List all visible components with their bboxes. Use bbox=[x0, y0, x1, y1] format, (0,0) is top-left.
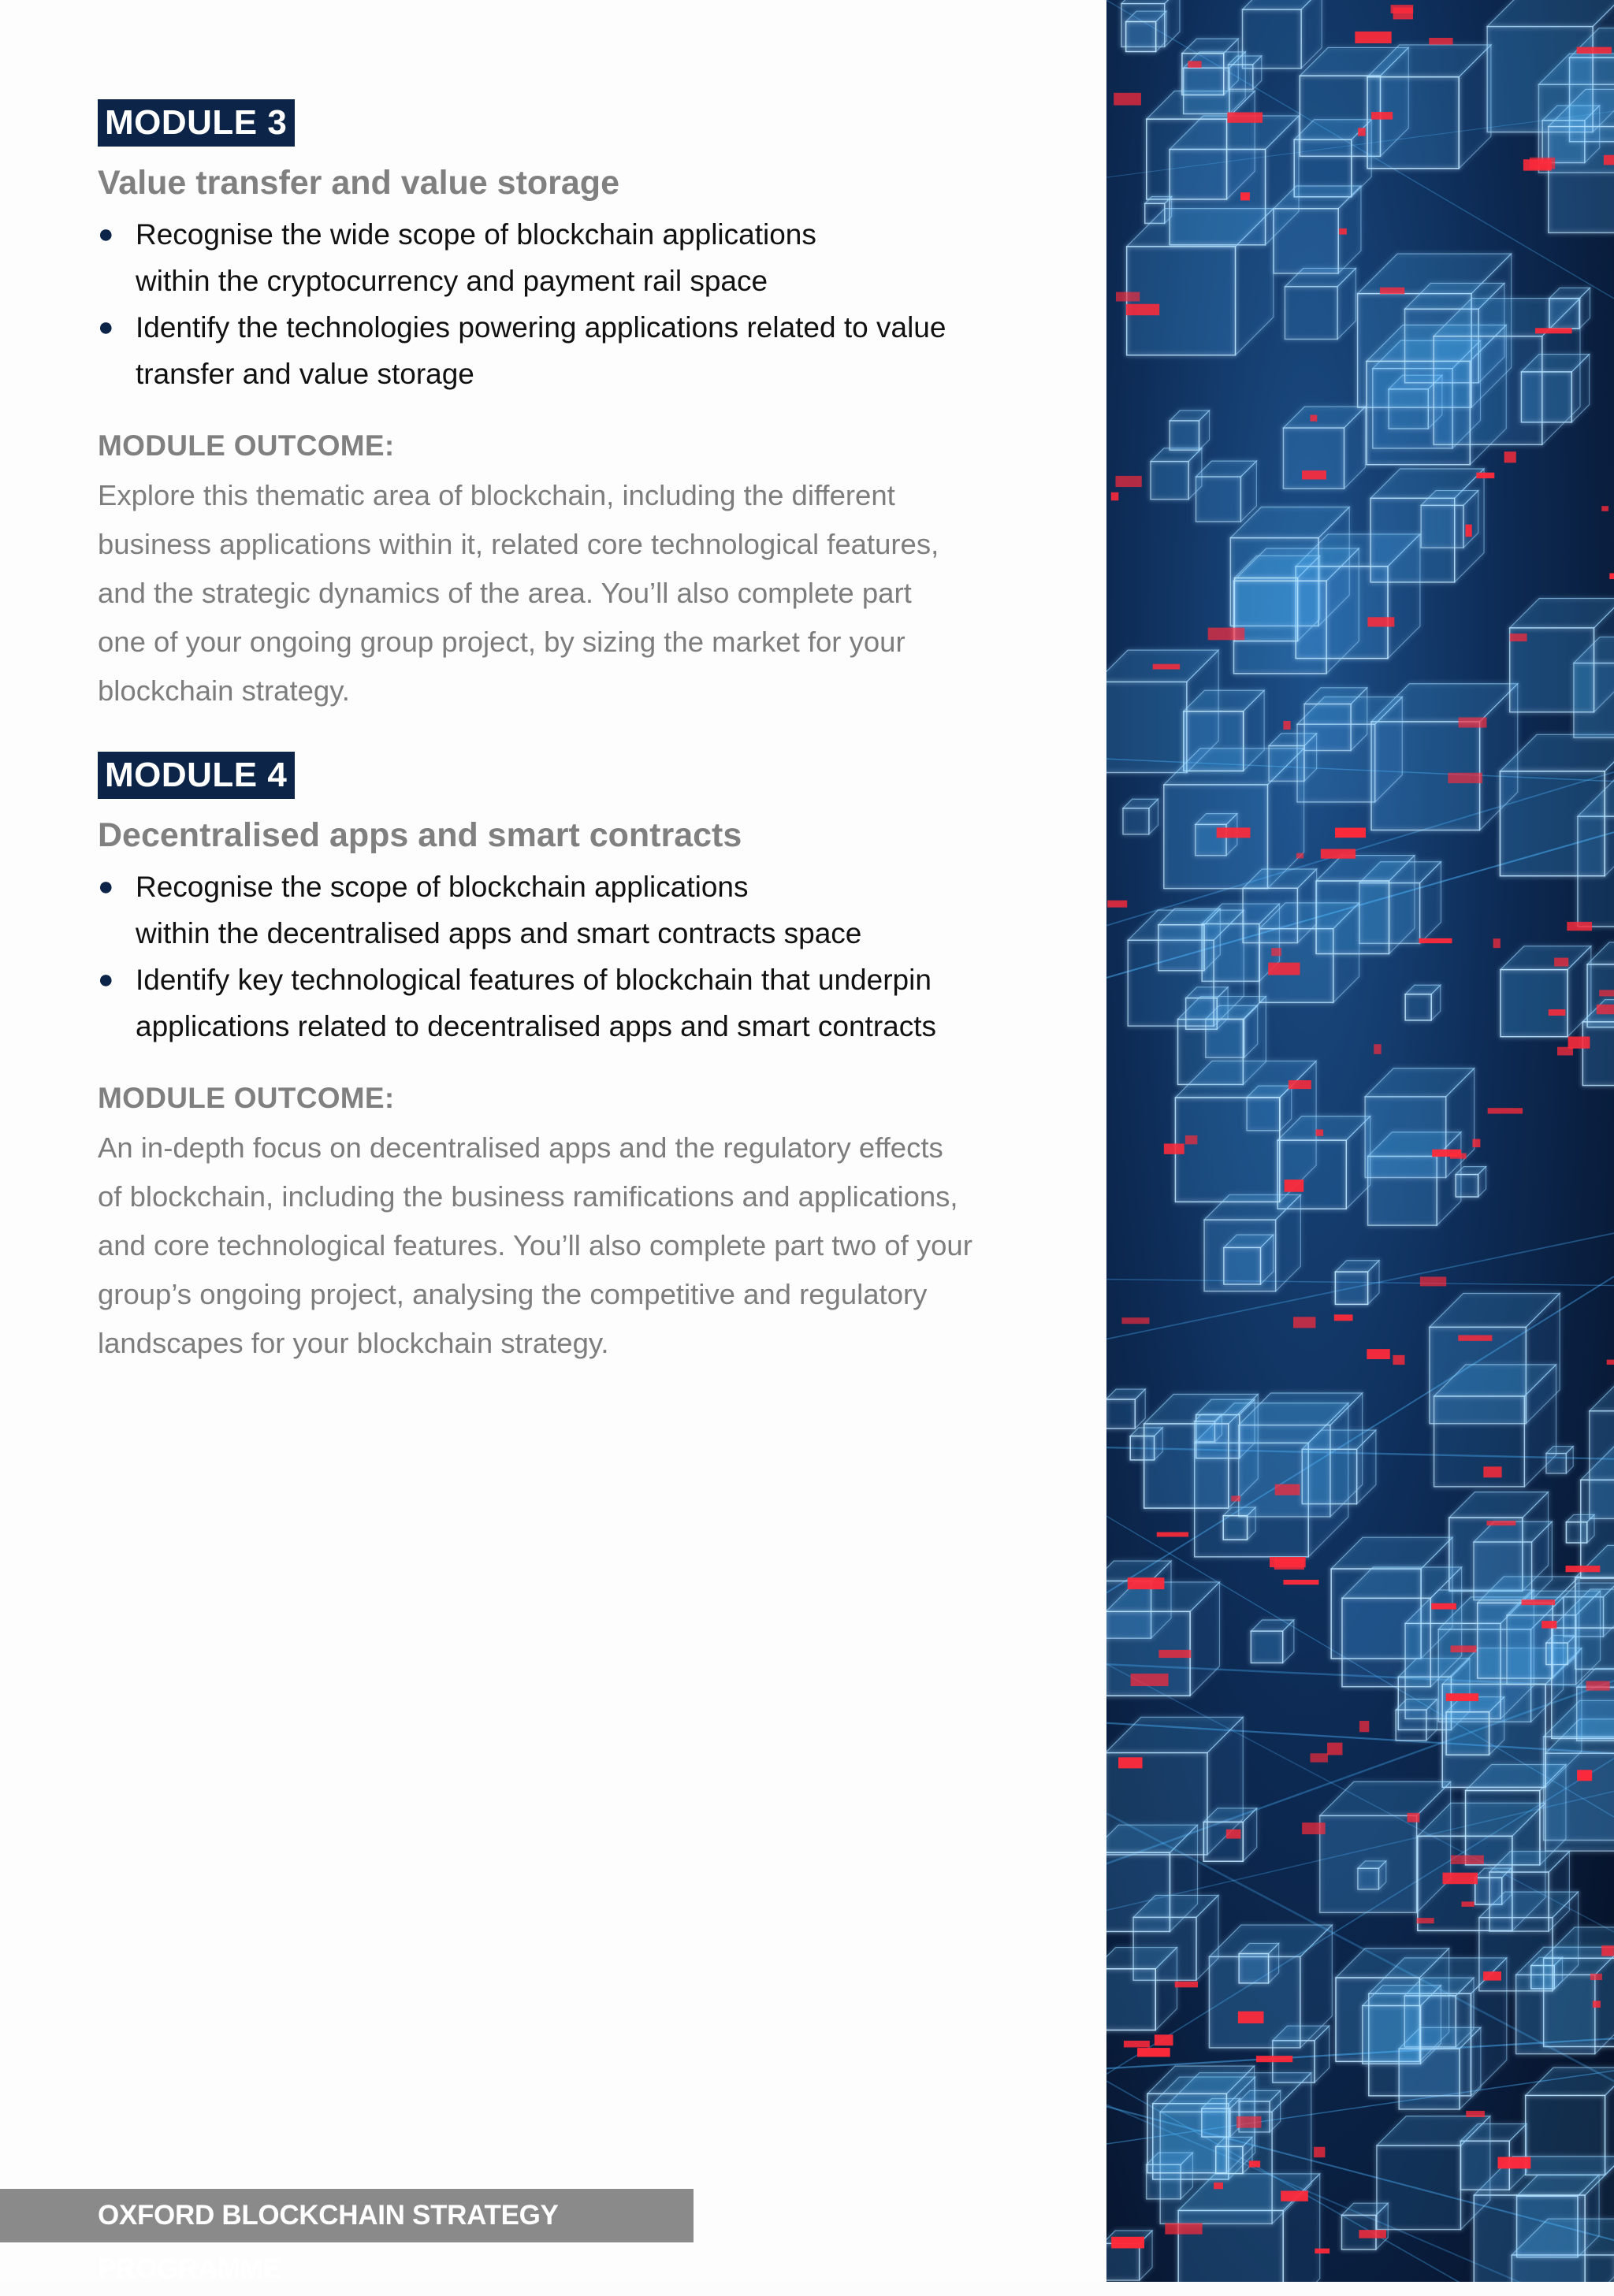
cube bbox=[1320, 1781, 1451, 1912]
cube bbox=[1285, 268, 1356, 339]
programme-footer-banner: OXFORD BLOCKCHAIN STRATEGY PROGRAMME bbox=[0, 2189, 694, 2242]
red-light bbox=[1214, 2183, 1223, 2189]
red-light bbox=[1466, 2111, 1485, 2117]
red-light bbox=[1128, 1577, 1165, 1589]
red-light bbox=[1289, 1080, 1311, 1089]
cube bbox=[1223, 1507, 1255, 1540]
red-light bbox=[1293, 1317, 1315, 1328]
outcome-line: and core technological features. You’ll also complete part two of your bbox=[98, 1229, 972, 1261]
red-light bbox=[1380, 288, 1404, 294]
red-light bbox=[1275, 1484, 1300, 1495]
red-light bbox=[1429, 38, 1452, 45]
red-light bbox=[1118, 1757, 1142, 1768]
cube bbox=[1434, 299, 1580, 445]
red-light bbox=[1321, 849, 1356, 858]
red-light bbox=[1114, 93, 1141, 106]
cube bbox=[1274, 186, 1361, 273]
red-light bbox=[1296, 853, 1303, 859]
cube bbox=[1224, 1235, 1274, 1284]
red-light bbox=[1393, 7, 1413, 19]
red-light bbox=[1314, 2147, 1325, 2157]
red-light bbox=[1157, 1532, 1188, 1536]
red-light bbox=[1568, 1036, 1590, 1048]
module-4-title: Decentralised apps and smart contracts bbox=[98, 816, 742, 854]
module-3-badge: MODULE 3 bbox=[98, 99, 295, 147]
cube bbox=[1367, 45, 1491, 169]
red-light bbox=[1497, 2157, 1530, 2168]
red-light bbox=[1137, 2048, 1170, 2056]
red-light bbox=[1567, 922, 1592, 931]
red-light bbox=[1107, 901, 1127, 908]
red-light bbox=[1285, 1180, 1304, 1192]
red-light bbox=[1355, 32, 1391, 43]
cube bbox=[1510, 598, 1614, 711]
red-light bbox=[1334, 1314, 1353, 1321]
red-light bbox=[1302, 1822, 1326, 1834]
red-light bbox=[1420, 1276, 1446, 1286]
cube bbox=[1566, 1514, 1594, 1543]
outcome-line: Explore this thematic area of blockchain, including the different bbox=[98, 479, 895, 511]
red-light bbox=[1188, 61, 1201, 67]
outcome-line: blockchain strategy. bbox=[98, 674, 350, 707]
red-light bbox=[1609, 573, 1614, 579]
red-light bbox=[1419, 938, 1452, 943]
red-light bbox=[1451, 1856, 1484, 1864]
red-light bbox=[1310, 1753, 1327, 1762]
red-light bbox=[1367, 1349, 1389, 1359]
bullet-line: transfer and value storage bbox=[136, 358, 474, 390]
glowing-cubes-artwork bbox=[1106, 0, 1614, 2282]
red-light bbox=[1124, 2041, 1150, 2048]
cube bbox=[1335, 1261, 1379, 1305]
cube bbox=[1170, 411, 1209, 450]
red-light bbox=[1535, 328, 1572, 333]
red-light bbox=[1367, 617, 1394, 626]
bullet-line: within the cryptocurrency and payment rail space bbox=[136, 265, 768, 297]
red-light bbox=[1466, 525, 1472, 537]
red-light bbox=[1597, 1005, 1614, 1014]
bullet-item bbox=[98, 211, 1028, 304]
cube bbox=[1147, 91, 1255, 199]
red-light bbox=[1359, 2230, 1386, 2238]
cube bbox=[1421, 491, 1478, 548]
red-light bbox=[1302, 470, 1326, 479]
bullet-dot-icon: ● bbox=[98, 312, 114, 342]
red-light bbox=[1281, 2190, 1308, 2201]
red-light bbox=[1557, 1047, 1573, 1056]
module-4-bullet-list bbox=[98, 864, 1028, 1050]
cube bbox=[1239, 1943, 1278, 1982]
red-light bbox=[1315, 2249, 1330, 2253]
cube bbox=[1234, 548, 1359, 674]
red-light bbox=[1599, 990, 1614, 996]
module-4-outcome-text bbox=[98, 1124, 1028, 1368]
cube bbox=[1377, 2116, 1490, 2230]
red-light bbox=[1339, 228, 1347, 235]
cube bbox=[1456, 1167, 1486, 1197]
red-light bbox=[1158, 1650, 1191, 1658]
bullet-line: Recognise the wide scope of blockchain applications bbox=[136, 218, 816, 251]
module-3-section bbox=[98, 99, 1028, 715]
red-light bbox=[1237, 2116, 1262, 2128]
cube bbox=[1363, 1986, 1441, 2064]
red-light bbox=[1476, 473, 1494, 478]
red-light bbox=[1458, 1335, 1492, 1340]
bullet-line: within the decentralised apps and smart contracts space bbox=[136, 917, 862, 949]
module-3-title: Value transfer and value storage bbox=[98, 164, 619, 202]
red-light bbox=[1431, 1603, 1456, 1610]
cube bbox=[1316, 856, 1415, 954]
module-4-section bbox=[98, 752, 1028, 1368]
red-light bbox=[1131, 1674, 1169, 1686]
red-light bbox=[1446, 1693, 1478, 1701]
red-light bbox=[1374, 1044, 1381, 1054]
module-3-bullet-list bbox=[98, 211, 1028, 397]
outcome-line: and the strategic dynamics of the area. You’ll also complete part bbox=[98, 577, 912, 609]
red-light bbox=[1268, 963, 1300, 975]
red-light bbox=[1408, 1813, 1420, 1822]
red-light bbox=[1459, 717, 1487, 727]
red-light bbox=[1155, 2034, 1173, 2045]
cube bbox=[1446, 1697, 1504, 1755]
red-light bbox=[1115, 476, 1141, 487]
bullet-line: applications related to decentralised apps and smart contracts bbox=[136, 1010, 937, 1042]
outcome-line: business applications within it, related core technological features, bbox=[98, 528, 939, 560]
red-light bbox=[1231, 1495, 1240, 1501]
cube bbox=[1251, 1620, 1293, 1663]
cube bbox=[1341, 2203, 1388, 2250]
cube bbox=[1342, 1567, 1462, 1687]
bullet-line: Identify key technological features of blockchain that underpin bbox=[136, 964, 932, 996]
red-light bbox=[1283, 721, 1290, 730]
red-light bbox=[1111, 2237, 1144, 2249]
red-light bbox=[1256, 2056, 1292, 2062]
cube bbox=[1243, 869, 1317, 943]
cube-cluster bbox=[1106, 0, 1614, 2282]
red-light bbox=[1601, 506, 1608, 511]
red-light bbox=[1393, 1355, 1404, 1365]
outcome-line: An in-depth focus on decentralised apps and the regulatory effects bbox=[98, 1131, 943, 1164]
red-light bbox=[1165, 2224, 1202, 2235]
red-light bbox=[1175, 1982, 1198, 1988]
cube bbox=[1590, 1373, 1614, 1518]
red-light bbox=[1493, 938, 1501, 948]
red-light bbox=[1549, 1009, 1566, 1016]
red-light bbox=[1601, 1945, 1614, 1956]
cube bbox=[1489, 1852, 1569, 1931]
bullet-line: Recognise the scope of blockchain applications bbox=[136, 871, 749, 903]
bullet-dot-icon: ● bbox=[98, 219, 114, 249]
red-light bbox=[1126, 304, 1159, 315]
red-light bbox=[1604, 155, 1614, 165]
red-light bbox=[1443, 1873, 1478, 1885]
red-light bbox=[1249, 2160, 1260, 2167]
cube bbox=[1365, 1068, 1474, 1177]
red-light bbox=[1483, 1971, 1501, 1980]
red-light bbox=[1185, 1135, 1197, 1144]
cube bbox=[1151, 448, 1202, 500]
red-light bbox=[1577, 1770, 1592, 1781]
red-light bbox=[1271, 948, 1281, 956]
red-light bbox=[1226, 1830, 1241, 1839]
red-light bbox=[1358, 128, 1366, 136]
red-light bbox=[1153, 664, 1180, 670]
cube bbox=[1106, 1948, 1177, 2030]
cube bbox=[1106, 1389, 1145, 1428]
red-light bbox=[1566, 1566, 1601, 1572]
bullet-item bbox=[98, 957, 1028, 1050]
cube bbox=[1126, 11, 1166, 51]
red-light bbox=[1586, 1681, 1610, 1690]
outcome-line: landscapes for your blockchain strategy. bbox=[98, 1327, 609, 1359]
red-light bbox=[1283, 1580, 1318, 1585]
red-light bbox=[1327, 1743, 1342, 1755]
red-light bbox=[1554, 958, 1568, 967]
cube bbox=[1239, 1393, 1363, 1517]
red-light bbox=[1359, 1721, 1369, 1732]
red-light bbox=[1486, 1521, 1515, 1525]
red-light bbox=[1227, 112, 1263, 122]
red-light bbox=[1461, 1901, 1474, 1907]
cube bbox=[1474, 1521, 1552, 1599]
cube bbox=[1405, 985, 1441, 1020]
red-light bbox=[1310, 415, 1317, 422]
red-light bbox=[1208, 628, 1245, 641]
red-light bbox=[1504, 451, 1516, 463]
red-light bbox=[1238, 2012, 1264, 2023]
red-light bbox=[1510, 633, 1527, 641]
bullet-dot-icon: ● bbox=[98, 871, 114, 901]
red-light bbox=[1448, 773, 1482, 783]
cube bbox=[1106, 1717, 1243, 1855]
cube bbox=[1158, 908, 1220, 970]
red-light bbox=[1164, 1143, 1184, 1154]
bullet-line: Identify the technologies powering applications related to value bbox=[136, 311, 946, 344]
module-3-outcome-text bbox=[98, 471, 1028, 715]
outcome-line: one of your ongoing group project, by sizing the market for your bbox=[98, 626, 906, 658]
cube bbox=[1501, 946, 1591, 1037]
red-light bbox=[1116, 292, 1140, 302]
red-light bbox=[1590, 1974, 1602, 1980]
red-light bbox=[1217, 827, 1251, 838]
red-light bbox=[1451, 1645, 1477, 1652]
red-light bbox=[1483, 1466, 1501, 1477]
module-4-outcome-heading: MODULE OUTCOME: bbox=[98, 1082, 395, 1114]
cube bbox=[1396, 1700, 1437, 1741]
red-light bbox=[1417, 1918, 1434, 1923]
red-light bbox=[1450, 1153, 1467, 1158]
cube bbox=[1358, 1861, 1386, 1889]
bullet-dot-icon: ● bbox=[98, 964, 114, 994]
outcome-line: group’s ongoing project, analysing the competitive and regulatory bbox=[98, 1278, 928, 1310]
red-light bbox=[1523, 159, 1552, 170]
red-light bbox=[1541, 1621, 1556, 1629]
outcome-line: of blockchain, including the business ramifications and applications, bbox=[98, 1180, 958, 1213]
cube bbox=[1196, 461, 1256, 522]
cube bbox=[1123, 799, 1158, 834]
red-light bbox=[1240, 192, 1250, 200]
red-light bbox=[1522, 1599, 1556, 1605]
red-light bbox=[1371, 112, 1393, 120]
red-light bbox=[1488, 1108, 1523, 1113]
red-light bbox=[1316, 1129, 1323, 1135]
red-light bbox=[1270, 1557, 1306, 1567]
red-light bbox=[1121, 1317, 1149, 1324]
blockchain-cubes-image bbox=[1106, 0, 1614, 2282]
red-light bbox=[1607, 1360, 1614, 1365]
red-light bbox=[1593, 2001, 1601, 2008]
module-4-badge: MODULE 4 bbox=[98, 752, 295, 799]
bullet-item bbox=[98, 864, 1028, 957]
cube bbox=[1228, 56, 1261, 89]
red-light bbox=[1335, 828, 1366, 838]
cube bbox=[1269, 734, 1317, 782]
cube bbox=[1127, 209, 1274, 355]
cube bbox=[1195, 1414, 1222, 1442]
module-3-outcome-heading: MODULE OUTCOME: bbox=[98, 429, 395, 462]
red-light bbox=[1577, 47, 1612, 54]
red-light bbox=[1111, 492, 1119, 500]
bullet-item bbox=[98, 304, 1028, 397]
red-light bbox=[1472, 1139, 1480, 1148]
